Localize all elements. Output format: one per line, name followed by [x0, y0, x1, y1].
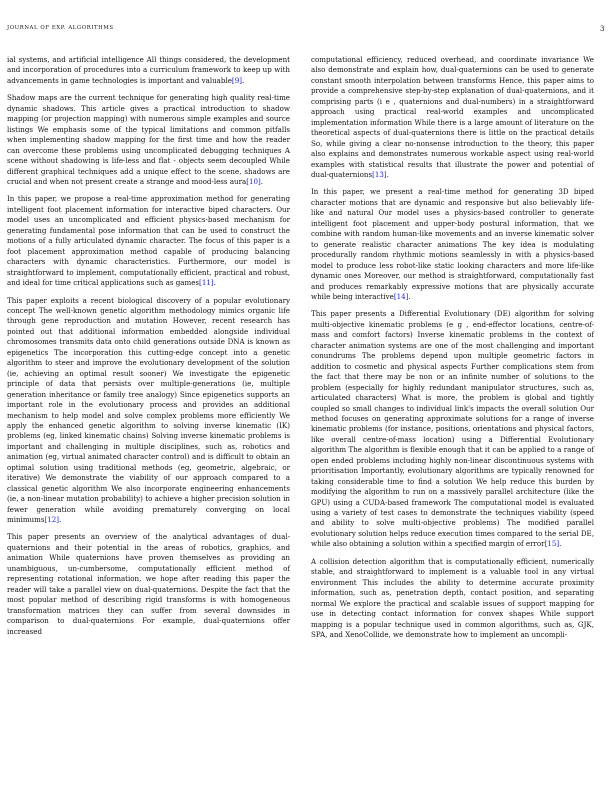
paragraph [311, 187, 594, 302]
journal-title: JOURNAL OF EXP. ALGORITHMS [7, 25, 114, 31]
page-number: 3 [599, 25, 605, 33]
citation-link[interactable]: [10] [246, 176, 261, 186]
paragraph-text: This paper exploits a recent biological discovery of a popular evolutionary concept The well-known genetic algorithm methodology mimics organic life through gene reproduction and mutation However, recent research has pointed out that additional information embedded alongside individual chromosomes transmits data onto child generations outside DNA is known as epigenetics The incorporation this cutting-edge concept into a genetic algorithm to steer and improve the evolutionary development of the solution (ie, achieving an optimal result sooner) We investigate the epigenetic principle of data that persists over multiple-generations (ie, multiple generation inheritance or family tree analogy) Since epigenetics supports an important role in the evolutionary process and provides an additional mechanism to help model and solve complex problems more efficiently We apply the enhanced genetic algorithm to solving inverse kinematic (IK) problems (eg, linked kinematic chains) Solving inverse kinematic problems is important and challenging in multiple disciplines, such as, robotics and animation (eg, virtual animated character control) and is difficult to obtain an optimal solution using traditional methods (eg, geometric, algebraic, or iterative) We demonstrate the viability of our approach compared to a classical genetic algorithm We also incorporate engineering enhancements (ie, a non-linear mutation probability) to achieve a higher precision solution in fewer generation while avoiding prematurely converging on local minimums [7, 295, 290, 525]
right-column [311, 55, 594, 647]
paragraph-text: ial systems, and artificial intelligence All things considered, the development and incorporation of procedures into a curriculum framework to keep up with advancements in game technologies is important and valuable [7, 55, 290, 85]
paragraph-text: computational efficiency, reduced overhead, and coordinate invariance We also demonstrate and explain how, dual-quaternions can be used to generate constant smooth interpolation between transforms Hence, this paper aims to provide a comprehensive step-by-step explanation of dual-quaternions, and it comprising parts (i e , quaternions and dual-numbers) in a straightforward approach using practical real-world examples and uncomplicated implementation information While there is a large amount of literature on the theoretical aspects of dual-quaternions there is little on the practical details So, while giving a clear no-nonsense introduction to the theory, this paper also explains and demonstrates numerous workable aspect using real-world examples with statistical results that illustrate the power and potential of dual-quaternions [311, 55, 594, 179]
citation-link[interactable]: [12] [44, 515, 60, 525]
running-head [7, 25, 605, 37]
paragraph-text: This paper presents an overview of the analytical advantages of dual-quaternions and their potential in the areas of robotics, graphics, and animation While quaternions have proven themselves as providing an unambiguous, un-cumbersome, computationally efficient method of representing rotational information, we hope after reading this paper the reader will take a parallel view on dual-quaternions. Despite the fact that the most popular method of describing rigid transforms is with homogeneous transformation matrices they can suffer from several downsides in comparison to dual-quaternions For example, dual-quaternions offer increased [7, 532, 290, 636]
paragraph [7, 194, 290, 288]
paragraph [7, 532, 290, 637]
paragraph-end: . [59, 515, 62, 525]
paragraph-text: A collision detection algorithm that is computationally efficient, numerically stable, and straightforward to implement is a valuable tool in any virtual environment This includes the ability to determine accurate proximity information, such as, penetration depth, contact position, and separating normal We explore the practical and scalable issues of support mapping for use in detecting contact information for convex shapes While support mapping is a popular technique used in common algorithms, such as, GJK, SPA, and XenoCollide, we demonstrate how to implement an uncompli- [311, 556, 594, 640]
paragraph [7, 55, 290, 86]
paragraph-end: . [241, 75, 245, 85]
paragraph-text: In this paper, we present a real-time method for generating 3D biped character motions that are dynamic and responsive but also believably life-like and natural Our model uses a physics-based controller to generate intelligent foot placement and upper-body postural information, that we combine with random human-like movements and an inverse kinematic solver to generate realistic character animations The key idea is modulating procedurally random rhythmic motions seamlessly in with a physics-based model to produce less robot-like static looking characters and more life-like dynamic ones Moreover, our method is straightforward, computationally fast and produces remarkably expressive motions that are physically accurate while being interactive [311, 187, 594, 301]
paragraph [7, 93, 290, 187]
paragraph-end: . [260, 176, 264, 186]
paragraph-end: . [386, 169, 389, 179]
citation-link[interactable]: [11] [199, 278, 214, 288]
paragraph [7, 296, 290, 526]
paragraph-end: . [559, 539, 562, 549]
citation-link[interactable]: [9] [231, 75, 242, 85]
paragraph-text: This paper presents a Differential Evolutionary (DE) algorithm for solving multi-objective kinematic problems (e g , end-effector locations, centre-of-mass and comfort factors) Inverse kinematic problems in the context of character animation systems are one of the most challenging and important conundrums The problems depend upon multiple geometric factors in addition to cosmetic and physical aspects Further complications stem from the fact that there may be non or an infinite number of solutions to the problem (especially for highly redundant manipulator structures, such as, articulated characters) What is more, the problem is global and tightly coupled so small changes to individual link's impacts the overall solution Our method focuses on generating approximate solutions for a range of inverse kinematic problems (for instance, positions, orientations and physical factors, like overall centre-of-mass location) using a Differential Evolutionary algorithm The algorithm is flexible enough that it can be applied to a range of open ended problems including highly non-linear discontinuous systems with prioritisation Importantly, evolutionary algorithms are typically renowned for taking considerable time to find a solution We help reduce this burden by modifying the algorithm to run on a massively parallel architecture (like the GPU) using a CUDA-based framework The computational model is evaluated using a variety of test cases to demonstrate the techniques viability (speed and ability to solve multi-objective problems) The modified parallel evolutionary solution helps reduce execution times compared to the serial DE, while also obtaining a solution within a specified margin of error [311, 309, 594, 549]
citation-link[interactable]: [13] [372, 169, 387, 179]
paragraph [311, 309, 594, 549]
paragraph-text: In this paper, we propose a real-time approximation method for generating intelligent foot placement information for interactive biped characters. Our model uses an uncomplicated and efficient physics-based mechanism for generating fundamental pose information that can be used to construct the motions of a fully articulated dynamic character. The focus of this paper is a foot placement approximation method capable of producing balancing characters with dynamic characteristics. Furthermore, our model is straightforward to implement, computationally efficient, practical and robust, and ideal for time critical applications such as games [7, 194, 290, 288]
citation-link[interactable]: [14] [393, 291, 409, 301]
paragraph [311, 557, 594, 641]
paragraph-end: . [408, 291, 411, 301]
citation-link[interactable]: [15] [544, 539, 560, 549]
paragraph-text: Shadow maps are the current technique for generating high quality real-time dynamic shadows. This article gives a practical introduction to shadow mapping (or projection mapping) with numerous simple examples and source listings We emphasis some of the typical limitations and common pitfalls when implementing shadow mapping for the first time and how the reader can overcome these problems using uncomplicated debugging techniques A scene without shadowing is life-less and flat - objects seem decoupled While different graphical techniques add a unique effect to the scene, shadows are crucial and when not present create a strange and mood-less aura [7, 93, 290, 186]
left-column [7, 55, 290, 644]
paragraph [311, 55, 594, 180]
paragraph-end: . [213, 278, 216, 288]
